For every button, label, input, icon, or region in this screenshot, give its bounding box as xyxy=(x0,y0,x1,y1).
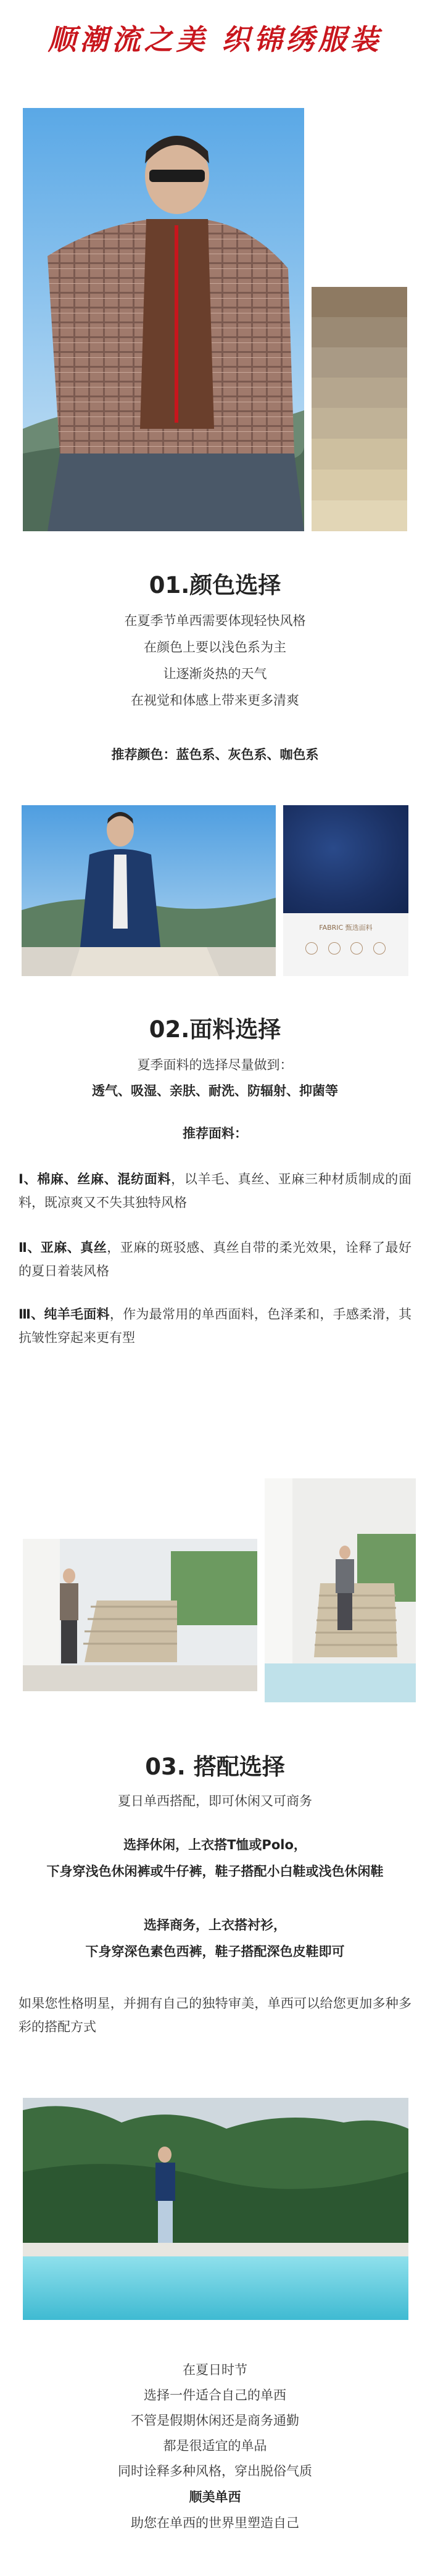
fabric-item-text: ，亚麻的斑驳感、真丝自带的柔光效果，诠释了最好的夏日着装风格 xyxy=(19,1240,411,1278)
fabric-item-2 xyxy=(19,1236,411,1283)
stairs-photo-right xyxy=(265,1478,416,1702)
color-text-line: 在颜色上要以浅色系为主 xyxy=(144,640,286,655)
color-swatch-column xyxy=(312,287,407,531)
navy-fabric-sample xyxy=(283,805,408,913)
fabric-feature-icon xyxy=(305,942,318,955)
business-line-2: 下身穿深色素色西裤，鞋子搭配深色皮鞋即可 xyxy=(85,1944,345,1959)
fabric-item-text: ，以羊毛、真丝、亚麻三种材质制成的面料，既凉爽又不失其独特风格 xyxy=(19,1172,412,1210)
closing-line: 同时诠释多种风格，穿出脱俗气质 xyxy=(118,2464,312,2479)
fabric-item-label: Ⅰ、棉麻、丝麻、混纺面料 xyxy=(19,1172,172,1187)
section-title-matching: 03. 搭配选择 xyxy=(145,1754,285,1780)
fabric-item-3 xyxy=(19,1302,411,1349)
fabric-feature-icon xyxy=(328,942,341,955)
closing-line: 都是很适宜的单品 xyxy=(163,2438,267,2453)
casual-line-1: 选择休闲，上衣搭T恤或Polo， xyxy=(123,1837,307,1852)
personal-style-paragraph: 如果您性格明星，并拥有自己的独特审美，单西可以给您更加多种多彩的搭配方式 xyxy=(19,1996,411,2034)
color-text-line: 在夏季节单西需要体现轻快风格 xyxy=(124,613,306,628)
color-swatch xyxy=(312,500,407,531)
fabric-intro: 夏季面料的选择尽量做到： xyxy=(137,1058,293,1072)
page-header-title: 顺潮流之美 织锦绣服装 xyxy=(48,23,382,56)
color-swatch xyxy=(312,347,407,378)
color-swatch xyxy=(312,378,407,408)
fabric-item-label: Ⅲ、纯羊毛面料 xyxy=(19,1307,110,1322)
closing-line: 不管是假期休闲还是商务通勤 xyxy=(131,2413,299,2428)
brand-name: 顺美单西 xyxy=(189,2490,241,2504)
fabric-item-label: Ⅱ、亚麻、真丝 xyxy=(19,1240,107,1255)
fabric-feature-icon xyxy=(373,942,386,955)
hero-model-photo xyxy=(23,108,304,531)
recommended-fabrics-title: 推荐面料： xyxy=(183,1126,247,1141)
business-line-1: 选择商务，上衣搭衬衫， xyxy=(144,1918,286,1932)
color-text-line: 在视觉和体感上带来更多清爽 xyxy=(131,693,299,708)
brand-tagline: 助您在单西的世界里塑造自己 xyxy=(131,2516,299,2530)
section-title-color: 01.颜色选择 xyxy=(149,572,281,598)
closing-line: 选择一件适合自己的单西 xyxy=(144,2388,286,2403)
fabric-feature-icon xyxy=(350,942,363,955)
color-swatch xyxy=(312,317,407,347)
section-title-fabric: 02.面料选择 xyxy=(149,1016,281,1043)
fabric-item-1 xyxy=(19,1167,411,1214)
casual-line-2: 下身穿浅色休闲裤或牛仔裤，鞋子搭配小白鞋或浅色休闲鞋 xyxy=(46,1864,384,1879)
closing-line: 在夏日时节 xyxy=(183,2363,247,2377)
fabric-caption: FABRIC 甄选面料 xyxy=(319,924,373,932)
recommended-colors: 推荐颜色：蓝色系、灰色系、咖色系 xyxy=(111,747,319,762)
fabric-item-text: ，作为最常用的单西面料，色泽柔和，手感柔滑，其抗皱性穿起来更有型 xyxy=(19,1307,412,1345)
fabric-features: 透气、吸湿、亲肤、耐洗、防辐射、抑菌等 xyxy=(92,1083,338,1098)
fabric-feature-icons xyxy=(305,942,386,961)
stairs-photo-left xyxy=(23,1539,257,1691)
matching-intro: 夏日单西搭配，即可休闲又可商务 xyxy=(118,1794,312,1808)
navy-suit-photo xyxy=(22,805,276,976)
color-swatch xyxy=(312,287,407,317)
color-swatch xyxy=(312,408,407,439)
color-text-line: 让逐渐炎热的天气 xyxy=(163,666,267,681)
fabric-swatch-image xyxy=(283,805,408,976)
color-swatch xyxy=(312,439,407,470)
color-swatch xyxy=(312,470,407,500)
pool-photo xyxy=(23,2098,408,2320)
